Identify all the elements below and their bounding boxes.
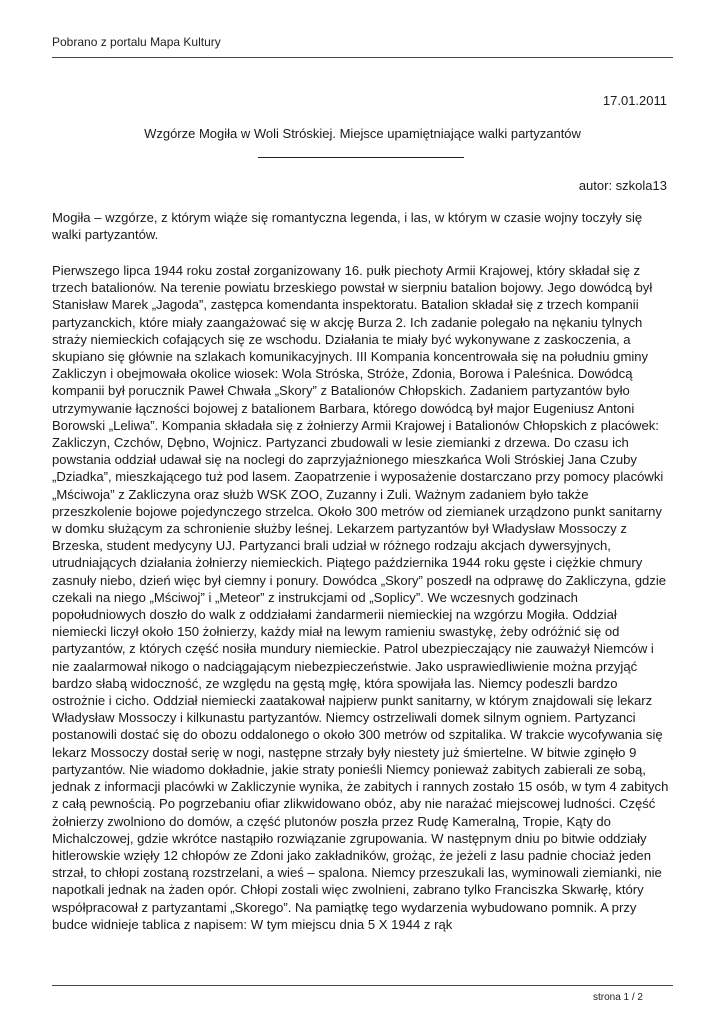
document-author: autor: szkola13: [578, 178, 667, 193]
footer-divider: [52, 985, 673, 986]
header-divider: [52, 57, 673, 58]
body-paragraph: Pierwszego lipca 1944 roku został zorganizowany 16. pułk piechoty Armii Krajowej, który składał się z trzech batalionów. Na terenie powiatu brzeskiego powstał w sierpniu batalion bojowy. Jego dowódcą był Stanisław Marek „Jagoda”, zastępca komendanta inspektoratu. Batalion składał się z trzech kompanii partyzanckich, które miały zaangażować się w akcję Burza 2. Ich zadanie polegało na nękaniu tylnych straży niemieckich cofających się ze wschodu. Działania te miały być wykonywane z zaskoczenia, a skupiano się głównie na szlakach komunikacyjnych. III Kompania koncentrowała się na południu gminy Zakliczyn i obejmowała okolice wiosek: Wola Stróska, Stróże, Zdonia, Borowa i Paleśnica. Dowódcą kompanii był porucznik Paweł Chwała „Skory” z Batalionów Chłopskich. Zadaniem partyzantów było utrzymywanie łączności bojowej z batalionem Barbara, którego dowódcą był major Eugeniusz Antoni Borowski „Leliwa”. Kompania składała się z żołnierzy Armii Krajowej i Batalionów Chłopskich z placówek: Zakliczyn, Czchów, Dębno, Wojnicz. Partyzanci zbudowali w lesie ziemianki z drzewa. Do czasu ich powstania oddział udawał się na noclegi do zaprzyjaźnionego mieszkańca Woli Stróskiej Jana Czuby „Dziadka”, mieszkającego tuż pod lasem. Zaopatrzenie i wyposażenie dostarczano przy pomocy placówki „Mściwoja” z Zakliczyna oraz służb WSK ZOO, Zuzanny i Zuli. Ważnym zadaniem było także przeszkolenie bojowe pojedynczego strzelca. Około 300 metrów od ziemianek urządzono punkt sanitarny w domku służącym za schronienie służby leśnej. Lekarzem partyzantów był Władysław Mossoczy z Brzeska, student medycyny UJ. Partyzanci brali udział w różnego rodzaju akcjach dywersyjnych, utrudniających działania żołnierzy niemieckich. Piątego października 1944 roku gęste i ciężkie chmury zasnuły niebo, dzień więc był ciemny i ponury. Dowódca „Skory” poszedł na odprawę do Zakliczyna, gdzie czekali na niego „Mściwoj” i „Meteor” z instrukcjami od „Soplicy”. We wczesnych godzinach popołudniowych doszło do walk z oddziałami żandarmerii niemieckiej na wzgórzu Mogiła. Oddział niemiecki liczył około 150 żołnierzy, każdy miał na lewym ramieniu swastykę, żeby odróżnić się od partyzantów, z których część nosiła mundury niemieckie. Patrol ubezpieczający nie zauważył Niemców i nie zaalarmował nikogo o nadciągającym niebezpieczeństwie. Jako usprawiedliwienie można przyjąć bardzo słabą widoczność, ze względu na gęstą mgłę, która spowijała las. Niemcy podeszli bardzo ostrożnie i cicho. Oddział niemiecki zaatakował najpierw punkt sanitarny, w którym znajdowali się lekarz Władysław Mossoczy i kilkunastu partyzantów. Niemcy ostrzeliwali domek silnym ogniem. Partyzanci postanowili dostać się do obozu oddalonego o około 300 metrów od szpitalika. W trakcie wycofywania się lekarz Mossoczy dostał serię w nogi, następne strzały były niestety już śmiertelne. W bitwie zginęło 9 partyzantów. Nie wiadomo dokładnie, jakie straty ponieśli Niemcy ponieważ zabitych zabierali ze sobą, jednak z informacji placówki w Zakliczynie wynika, że zabitych i rannych zostało 15 osób, w tym 4 zabitych z całą pewnością. Po pogrzebaniu ofiar zlikwidowano obóz, aby nie narażać miejscowej ludności. Część żołnierzy zwolniono do domów, a część plutonów poszła przez Rudę Kameralną, Tropie, Kąty do Michalczowej, gdzie wkrótce nastąpiło rozwiązanie zgrupowania. W następnym dniu po bitwie oddziały hitlerowskie wzięły 12 chłopów ze Zdoni jako zakładników, grożąc, że jeżeli z lasu padnie chociaż jeden strzał, to chłopi zostaną rozstrzelani, a wieś – spalona. Niemcy przeszukali las, wyminowali ziemianki, nie napotkali jednak na żaden opór. Chłopi zostali więc zwolnieni, zabrano tylko Franciszka Skwarłę, który współpracował z partyzantami „Skorego”. Na pamiątkę tego wydarzenia wybudowano pomnik. A przy budce widnieje tablica z napisem: W tym miejscu dnia 5 X 1944 z rąk: [52, 263, 669, 932]
page-number: strona 1 / 2: [592, 992, 643, 1003]
page-header-source: Pobrano z portalu Mapa Kultury: [52, 35, 221, 49]
intro-paragraph: Mogiła – wzgórze, z którym wiąże się romantyczna legenda, i las, w którym w czasie wojny toczyły się walki partyzantów.: [52, 210, 643, 243]
document-title: Wzgórze Mogiła w Woli Stróskiej. Miejsce upamiętniające walki partyzantów: [144, 126, 581, 141]
document-date: 17.01.2011: [602, 93, 667, 108]
title-underline: [258, 157, 464, 158]
